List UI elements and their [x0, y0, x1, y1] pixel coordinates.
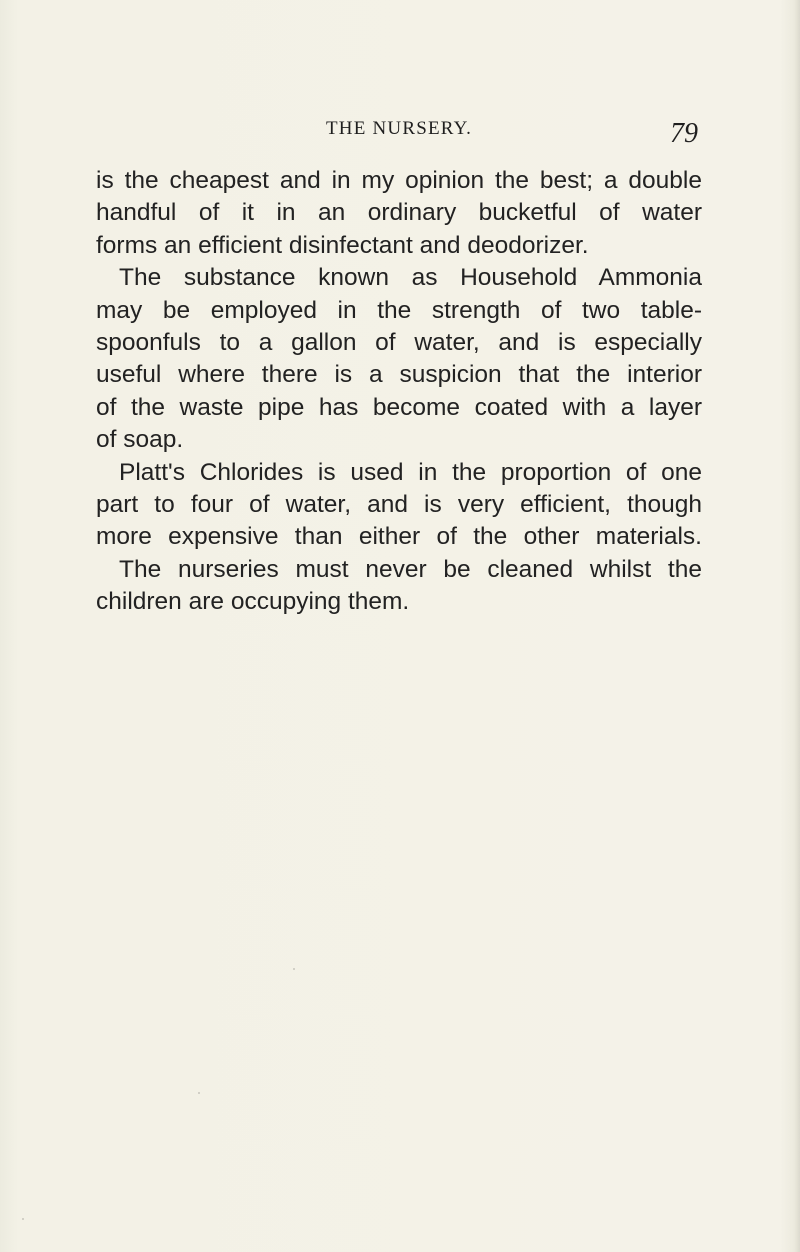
text-line: of soap.	[96, 426, 184, 454]
text-line: The substance known as Household Ammonia	[119, 264, 702, 292]
text-line: children are occupying them.	[96, 588, 410, 616]
paper-speck	[293, 968, 295, 970]
text-line: forms an efficient disinfectant and deodorizer.	[96, 231, 589, 259]
text-line: of the waste pipe has become coated with a layer	[96, 393, 702, 421]
page-number: 79	[670, 118, 698, 149]
running-head-title: THE NURSERY.	[326, 118, 473, 139]
body-text	[96, 165, 702, 619]
paper-speck	[198, 1092, 200, 1094]
text-line: part to four of water, and is very efficient, though	[96, 491, 702, 519]
paper-speck	[22, 1218, 24, 1220]
text-line: more expensive than either of the other materials.	[96, 523, 702, 551]
text-line: may be employed in the strength of two table-	[96, 296, 702, 324]
text-line: Platt's Chlorides is used in the proportion of one	[119, 458, 702, 486]
text-line: useful where there is a suspicion that the interior	[96, 361, 702, 389]
text-line: spoonfuls to a gallon of water, and is especially	[96, 329, 702, 357]
text-line: The nurseries must never be cleaned whilst the	[119, 555, 702, 583]
running-head	[96, 118, 700, 148]
text-line: handful of it in an ordinary bucketful of water	[96, 199, 702, 227]
text-line: is the cheapest and in my opinion the best; a double	[96, 167, 702, 194]
page-edge-shadow	[794, 0, 800, 1252]
